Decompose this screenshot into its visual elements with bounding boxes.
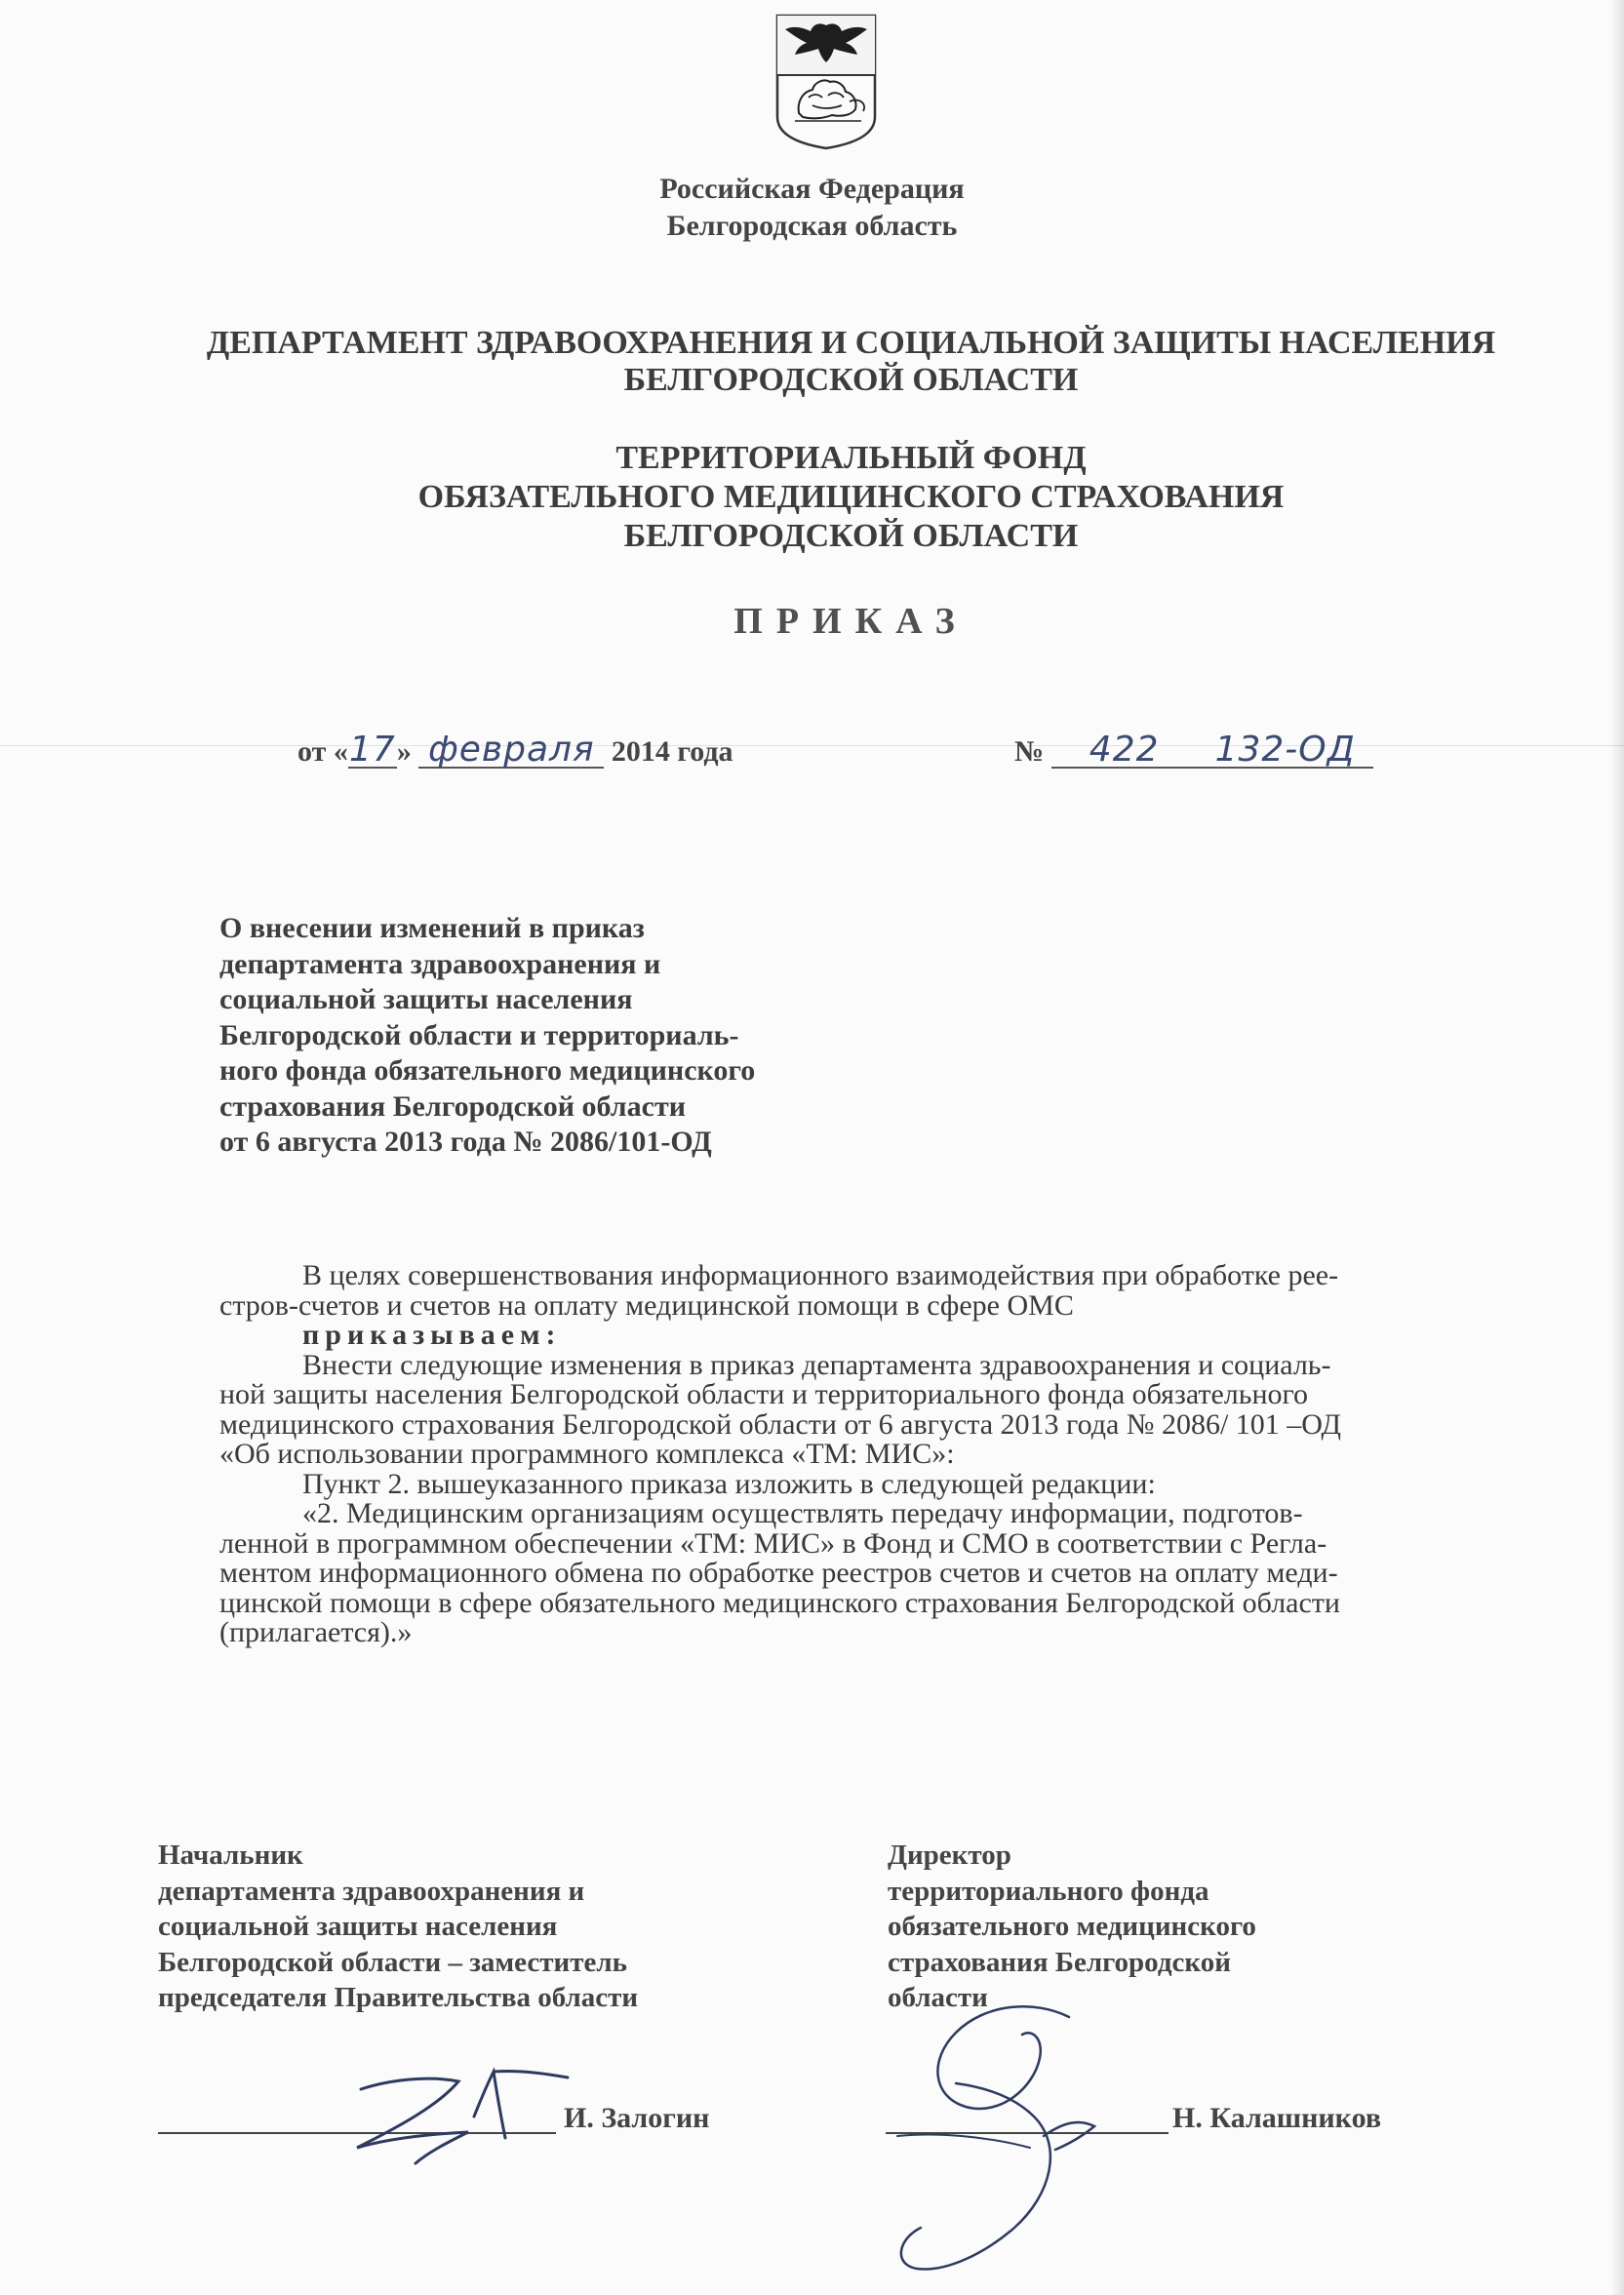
signatory-right-line: обязательного медицинского — [888, 1911, 1256, 1942]
date-month-handwritten: февраля — [418, 733, 604, 769]
body-paragraph-4-line-5: (прилагается).» — [219, 1616, 413, 1648]
department-line-1: ДЕПАРТАМЕНТ ЗДРАВООХРАНЕНИЯ И СОЦИАЛЬНОЙ ЗАЩИТЫ НАСЕЛЕНИЯ — [206, 325, 1496, 361]
body-paragraph-2-line-1: Внести следующие изменения в приказ департамента здравоохранения и социаль- — [302, 1348, 1331, 1381]
signatory-right-line: страхования Белгородской — [888, 1946, 1231, 1978]
number-part-2-handwritten: 132-ОД — [1198, 733, 1373, 769]
region-name: Белгородская область — [666, 210, 958, 242]
body-paragraph-2-line-2: ной защиты населения Белгородской области и территориального фонда обязательного — [219, 1378, 1309, 1410]
subject-line: Белгородской области и территориаль- — [219, 1018, 739, 1051]
signatory-left-title — [158, 1838, 782, 2016]
subject-line: О внесении изменений в приказ — [219, 912, 645, 944]
signatory-right-name: Н. Калашников — [1172, 2102, 1382, 2134]
body-paragraph-4-line-1: «2. Медицинским организациям осуществлять передачу информации, подготов- — [302, 1497, 1303, 1529]
body-paragraph-1-line-2: стров-счетов и счетов на оплату медицинской помощи в сфере ОМС — [219, 1288, 1074, 1322]
signatory-left-line: Начальник — [158, 1840, 303, 1871]
signatory-left-line: Белгородской области – заместитель — [158, 1946, 627, 1978]
order-subject — [219, 911, 883, 1161]
signatory-left-line: социальной защиты населения — [158, 1911, 558, 1942]
subject-line: страхования Белгородской области — [219, 1089, 686, 1123]
department-line-2: БЕЛГОРОДСКОЙ ОБЛАСТИ — [623, 362, 1079, 398]
body-paragraph-2-line-3: медицинского страхования Белгородской области от 6 августа 2013 года № 2086/ 101 –ОД — [219, 1407, 1341, 1441]
order-date — [297, 730, 733, 770]
date-mid: » — [396, 735, 412, 768]
date-prefix: от « — [297, 735, 348, 768]
order-number — [1014, 730, 1373, 770]
subject-line: от 6 августа 2013 года № 2086/101-ОД — [219, 1126, 712, 1158]
department-heading — [39, 325, 1624, 399]
signatory-left-line: председателя Правительства области — [158, 1982, 639, 2013]
number-part-1-handwritten: 422 — [1051, 733, 1198, 769]
date-day-handwritten: 17 — [348, 730, 396, 770]
body-paragraph-3: Пункт 2. вышеуказанного приказа изложить в следующей редакции: — [302, 1467, 1156, 1500]
body-paragraph-2-line-4: «Об использовании программного комплекса «ТМ: МИС»: — [219, 1438, 955, 1470]
fund-line-1: ТЕРРИТОРИАЛЬНЫЙ ФОНД — [615, 440, 1087, 476]
body-paragraph-1-line-1: В целях совершенствования информационного взаимодействия при обработке рее- — [302, 1259, 1339, 1291]
handwritten-signature-right — [839, 1990, 1161, 2292]
order-body — [219, 1261, 1487, 1648]
order-title: ПРИКАЗ — [733, 601, 969, 642]
body-paragraph-4-line-4: цинской помощи в сфере обязательного медицинского страхования Белгородской области — [219, 1586, 1340, 1619]
coat-of-arms-emblem — [773, 12, 879, 152]
subject-line: департамента здравоохранения и — [219, 947, 661, 980]
date-year: 2014 года — [611, 735, 733, 768]
body-paragraph-4-line-2: ленной в программном обеспечении «ТМ: МИС» в Фонд и СМО в соответствии с Регла- — [219, 1526, 1327, 1560]
signatory-left-name: И. Залогин — [564, 2102, 710, 2134]
handwritten-signature-left — [322, 2058, 575, 2175]
fund-line-3: БЕЛГОРОДСКОЙ ОБЛАСТИ — [623, 518, 1079, 554]
signatory-right-line: территориального фонда — [888, 1875, 1209, 1907]
country-name: Российская Федерация — [659, 173, 965, 205]
subject-line: ного фонда обязательного медицинского — [219, 1054, 756, 1087]
signatory-right-line: Директор — [888, 1840, 1011, 1871]
order-directive-word: приказываем: — [302, 1319, 562, 1351]
signatory-right-line: области — [888, 1982, 988, 2013]
subject-line: социальной защиты населения — [219, 983, 633, 1015]
scan-fold-line — [0, 745, 1624, 746]
body-paragraph-4-line-3: ментом информационного обмена по обработке реестров счетов и счетов на оплату меди- — [219, 1557, 1338, 1589]
country-region-block — [0, 171, 1624, 245]
number-label: № — [1014, 735, 1045, 768]
fund-heading — [39, 439, 1624, 556]
fund-line-2: ОБЯЗАТЕЛЬНОГО МЕДИЦИНСКОГО СТРАХОВАНИЯ — [417, 479, 1285, 515]
signatory-left-line: департамента здравоохранения и — [158, 1875, 585, 1907]
